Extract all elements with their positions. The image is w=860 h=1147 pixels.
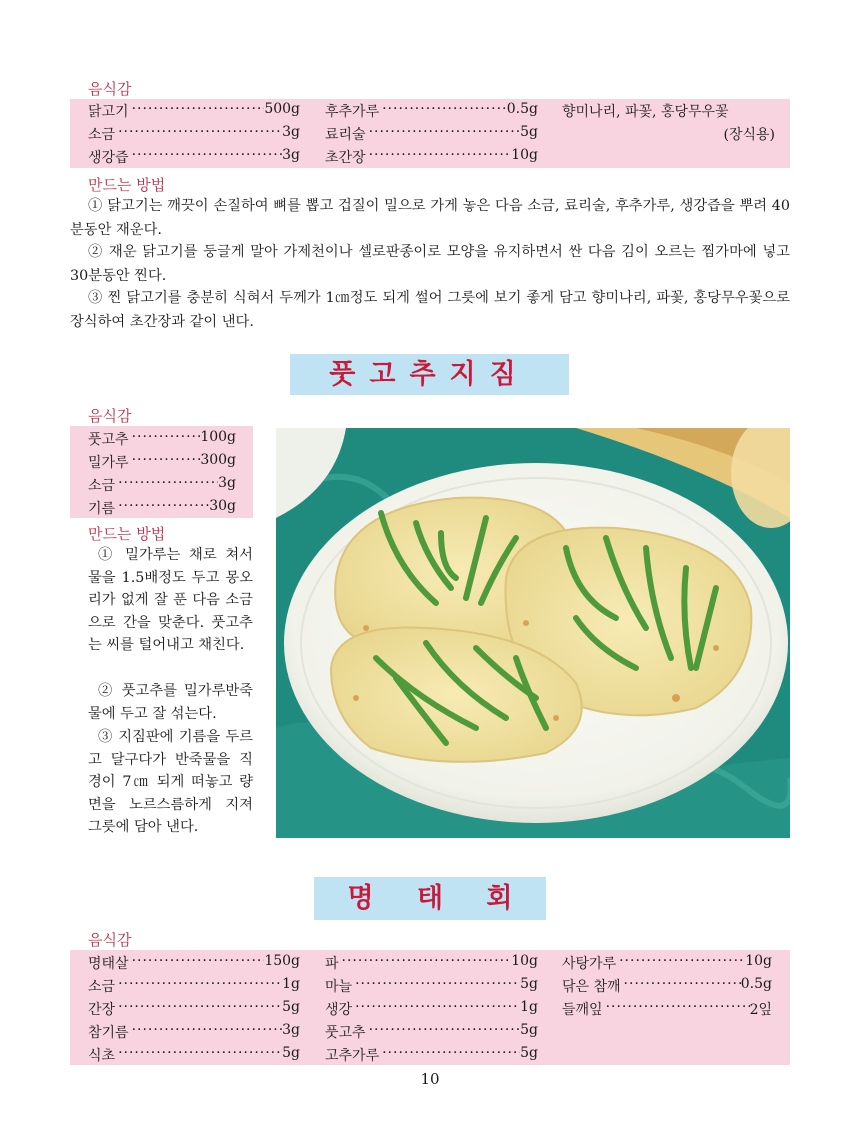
ingredient-row: 소금 ····· 1g bbox=[88, 976, 300, 996]
ingredient-row: 생강즙 ····· 3g bbox=[88, 147, 300, 167]
ingredients-label-2: 음식감 bbox=[88, 407, 132, 425]
ingredient-row: 사탕가루 ····· 10g bbox=[562, 953, 772, 973]
ingredient-row: 소금 ····· 3g bbox=[88, 124, 300, 144]
ingredient-row: 료리술 ····· 5g bbox=[325, 124, 538, 144]
ingredient-row: 초간장 ····· 10g bbox=[325, 147, 538, 167]
method-label-2: 만드는 방법 bbox=[88, 525, 166, 543]
ingredient-row: 참기름 ····· 3g bbox=[88, 1022, 300, 1042]
ingredient-row: 후추가루 ····· 0.5g bbox=[325, 101, 538, 121]
ingredient-row: 닦은 참깨 ····· 0.5g bbox=[562, 976, 772, 996]
method-step: ① 밀가루는 채로 쳐서 물을 1.5배정도 두고 몽오리가 없게 잘 푼 다음 소금으로 간을 맞춘다. 풋고추는 씨를 털어내고 채친다. bbox=[88, 547, 253, 654]
ingredient-row: 생강 ····· 1g bbox=[325, 999, 538, 1019]
page-number: 10 bbox=[420, 1070, 440, 1088]
ingredients-label-1: 음식감 bbox=[88, 80, 132, 98]
method-step: ③ 찐 닭고기를 충분히 식혀서 두께가 1㎝정도 되게 썰어 그릇에 보기 좋게 담고 향미나리, 파꽃, 홍당무우꽃으로 장식하여 초간장과 같이 낸다. bbox=[70, 290, 790, 330]
ingredient-row: 명태살 ····· 150g bbox=[88, 953, 300, 973]
ingredient-row: 고추가루 ····· 5g bbox=[325, 1045, 538, 1065]
recipe-title-pollack-sashimi: 명 태 회 bbox=[314, 877, 546, 920]
ingredient-row: 소금 ····· 3g bbox=[88, 475, 236, 495]
ingredient-row: 닭고기 ····· 500g bbox=[88, 101, 300, 121]
method-step: ② 재운 닭고기를 둥글게 말아 가제천이나 셀로판종이로 모양을 유지하면서 싼 다음 김이 오르는 찜가마에 넣고 30분동안 찐다. bbox=[70, 244, 790, 284]
ingredient-row: 풋고추 ····· 100g bbox=[88, 429, 236, 449]
ingredient-row: 기름 ····· 30g bbox=[88, 498, 236, 518]
ingredient-row: 들깨잎 ····· 2잎 bbox=[562, 999, 772, 1019]
garnish-note: (장식용) bbox=[723, 127, 775, 143]
ingredient-row: 마늘 ····· 5g bbox=[325, 976, 538, 996]
garnish-text: 향미나리, 파꽃, 홍당무우꽃 bbox=[562, 104, 729, 120]
ingredient-row: 풋고추 ····· 5g bbox=[325, 1022, 538, 1042]
ingredients-label-3: 음식감 bbox=[88, 931, 132, 949]
ingredient-row: 간장 ····· 5g bbox=[88, 999, 300, 1019]
method-label-1: 만드는 방법 bbox=[88, 176, 166, 194]
ingredient-row: 식초 ····· 5g bbox=[88, 1045, 300, 1065]
method-step: ② 풋고추를 밀가루반죽물에 두고 잘 섞는다. bbox=[88, 683, 253, 722]
ingredient-row: 파 ····· 10g bbox=[325, 953, 538, 973]
ingredient-row: 밀가루 ····· 300g bbox=[88, 452, 236, 472]
method-step: ① 닭고기는 깨끗이 손질하여 뼈를 뽑고 겁질이 밀으로 가게 놓은 다음 소금, 료리술, 후추가루, 생강즙을 뿌려 40분동안 재운다. bbox=[70, 198, 790, 238]
pancake-photo bbox=[276, 428, 790, 838]
method-step: ③ 지짐판에 기름을 두르고 달구다가 반죽물을 직경이 7㎝ 되게 떠놓고 량면을 노르스름하게 지져 그릇에 담아 낸다. bbox=[88, 729, 253, 836]
recipe-title-green-pepper-pancake: 풋고추지짐 bbox=[290, 354, 569, 395]
